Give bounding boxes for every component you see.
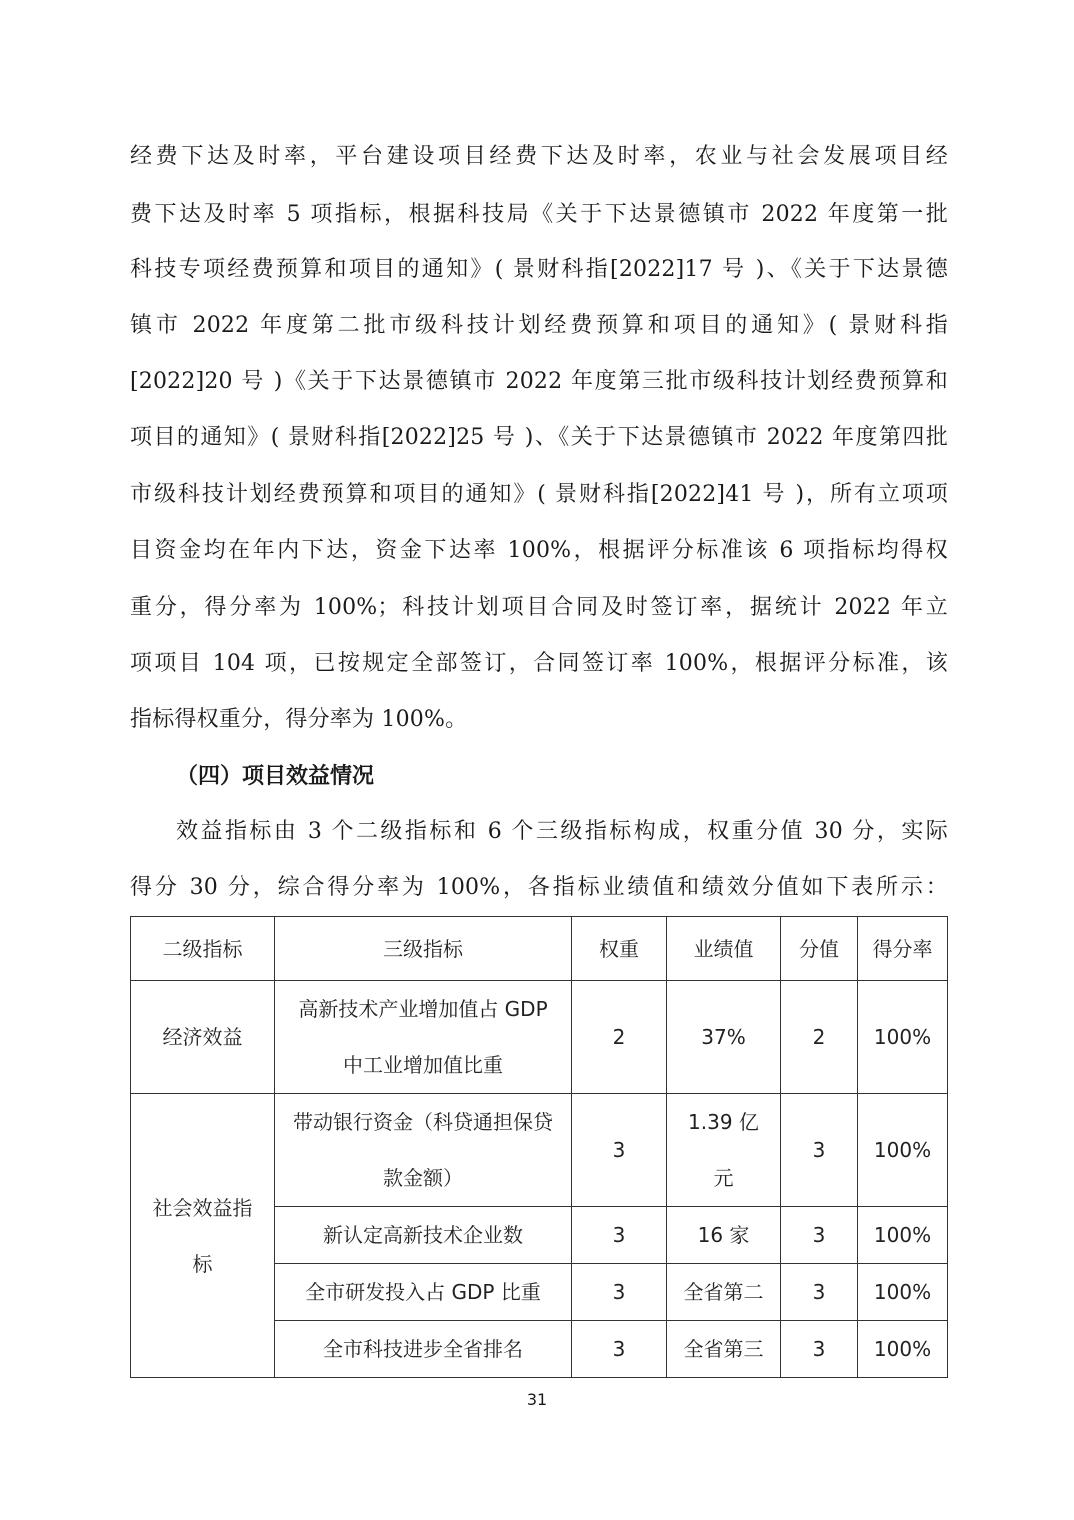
rate-cell: 100%	[858, 1321, 948, 1378]
paragraph-line: 指标得权重分，得分率为 100%。	[130, 707, 468, 732]
level3-cell	[275, 1094, 572, 1207]
paragraph-line: 得分 30 分，综合得分率为 100%，各指标业绩值和绩效分值如下表所示：	[130, 875, 948, 900]
weight-cell: 3	[572, 1094, 667, 1207]
score-cell: 2	[781, 981, 858, 1094]
paragraph-line: 效益指标由 3 个二级指标和 6 个三级指标构成，权重分值 30 分，实际	[176, 819, 948, 844]
section-heading: （四）项目效益情况	[176, 763, 375, 789]
weight-cell: 2	[572, 981, 667, 1094]
paragraph-line: 重分，得分率为 100%；科技计划项目合同及时签订率，据统计 2022 年立	[130, 595, 948, 620]
level2-cell: 经济效益	[131, 981, 275, 1094]
weight-cell: 3	[572, 1321, 667, 1378]
paragraph-line: 经费下达及时率，平台建设项目经费下达及时率，农业与社会发展项目经	[130, 144, 948, 169]
value-cell: 全省第二	[667, 1264, 781, 1321]
cell-line: 元	[713, 1166, 734, 1190]
header-cell: 业绩值	[667, 917, 781, 981]
paragraph-line: 镇市 2022 年度第二批市级科技计划经费预算和项目的通知》( 景财科指	[130, 313, 948, 338]
score-cell: 3	[781, 1094, 858, 1207]
paragraph-line: 目资金均在年内下达，资金下达率 100%，根据评分标准该 6 项指标均得权	[130, 538, 948, 563]
paragraph-line: 项项目 104 项，已按规定全部签订，合同签订率 100%，根据评分标准，该	[130, 651, 948, 676]
score-cell: 3	[781, 1207, 858, 1264]
paragraph-line: 费下达及时率 5 项指标，根据科技局《关于下达景德镇市 2022 年度第一批	[130, 202, 948, 227]
cell-line: 社会效益指	[152, 1195, 253, 1220]
paragraph-line: 市级科技计划经费预算和项目的通知》( 景财科指[2022]41 号 )，所有立项项	[130, 482, 948, 507]
header-cell: 分值	[781, 917, 858, 981]
score-cell: 3	[781, 1321, 858, 1378]
level3-cell	[275, 981, 572, 1094]
rate-cell: 100%	[858, 1207, 948, 1264]
weight-cell: 3	[572, 1207, 667, 1264]
header-cell: 三级指标	[275, 917, 572, 981]
cell-line: 带动银行资金（科贷通担保贷	[293, 1110, 553, 1134]
paragraph-line: 科技专项经费预算和项目的通知》( 景财科指[2022]17 号 )、《关于下达景德	[130, 257, 948, 282]
cell-line: 高新技术产业增加值占 GDP	[298, 997, 548, 1021]
cell-line: 标	[192, 1251, 213, 1276]
header-cell: 得分率	[858, 917, 948, 981]
value-cell: 16 家	[667, 1207, 781, 1264]
rate-cell: 100%	[858, 1094, 948, 1207]
performance-table	[130, 916, 948, 1378]
paragraph-line: [2022]20 号 )《关于下达景德镇市 2022 年度第三批市级科技计划经费预算和	[130, 369, 948, 394]
level2-cell	[131, 1094, 275, 1378]
level3-cell: 全市研发投入占 GDP 比重	[275, 1264, 572, 1321]
rate-cell: 100%	[858, 1264, 948, 1321]
rate-cell: 100%	[858, 981, 948, 1094]
value-cell	[667, 1094, 781, 1207]
header-cell: 二级指标	[131, 917, 275, 981]
cell-line: 款金额）	[383, 1166, 463, 1190]
table-row	[131, 1094, 948, 1207]
page-number: 31	[526, 1390, 548, 1409]
table-header-row	[131, 917, 948, 981]
value-cell: 全省第三	[667, 1321, 781, 1378]
cell-line: 1.39 亿	[688, 1110, 759, 1134]
paragraph-line: 项目的通知》( 景财科指[2022]25 号 )、《关于下达景德镇市 2022 年度第四批	[130, 425, 948, 450]
level3-cell: 全市科技进步全省排名	[275, 1321, 572, 1378]
weight-cell: 3	[572, 1264, 667, 1321]
header-cell: 权重	[572, 917, 667, 981]
level3-cell: 新认定高新技术企业数	[275, 1207, 572, 1264]
table-row	[131, 981, 948, 1094]
value-cell: 37%	[667, 981, 781, 1094]
cell-line: 中工业增加值比重	[343, 1053, 503, 1077]
score-cell: 3	[781, 1264, 858, 1321]
